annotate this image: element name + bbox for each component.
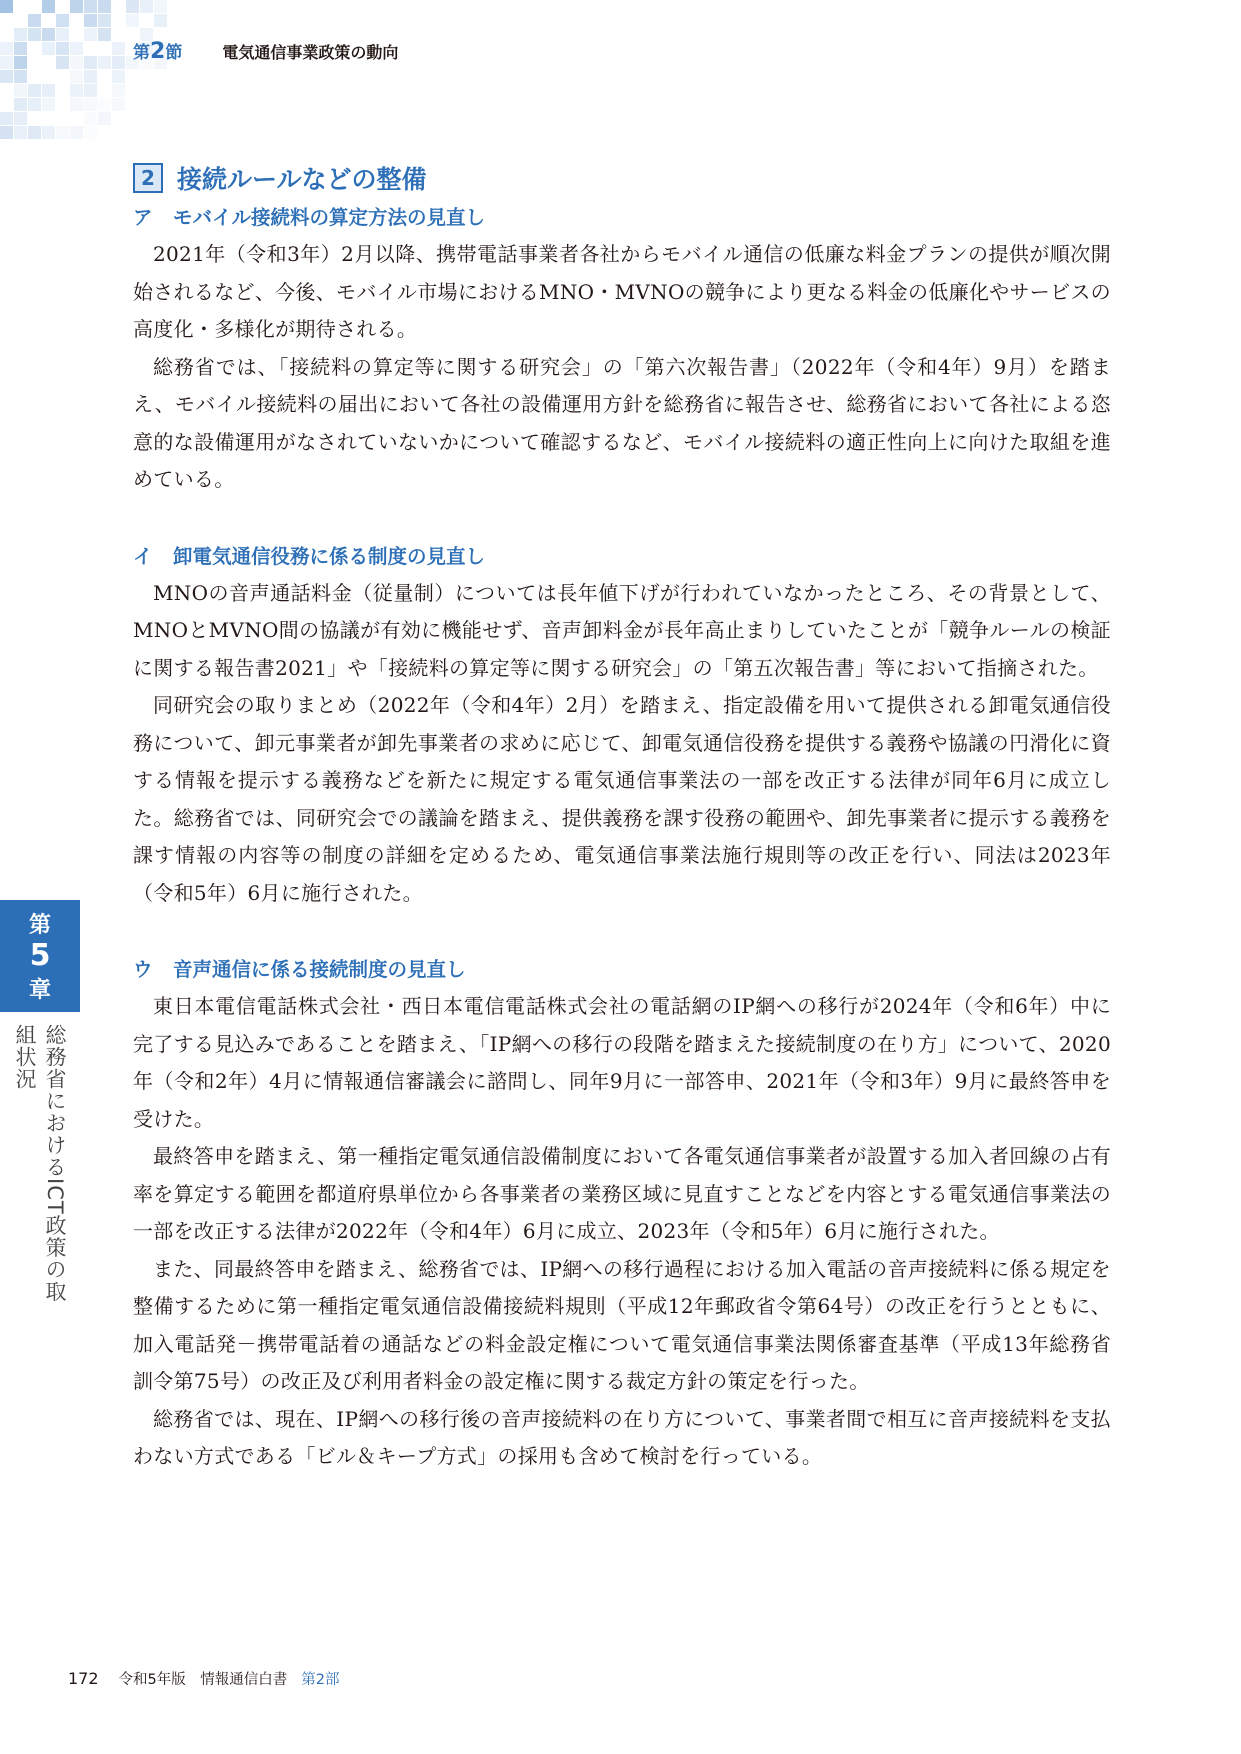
chapter-tab (0, 900, 80, 1012)
corner-decoration (0, 0, 170, 150)
decor-square (56, 28, 69, 41)
decor-square (84, 126, 97, 139)
decor-square (84, 28, 97, 41)
decor-square (0, 0, 13, 13)
decor-square (70, 84, 83, 97)
decor-square (70, 126, 83, 139)
decor-square (42, 126, 55, 139)
decor-square (70, 70, 83, 83)
decor-square (84, 84, 97, 97)
decor-square (0, 126, 13, 139)
decor-square (98, 0, 111, 13)
decor-square (98, 112, 111, 125)
paragraph: 総務省では、「接続料の算定等に関する研究会」の「第六次報告書」（2022年（令和4年）9月）を踏まえ、モバイル接続料の届出において各社の設備運用方針を総務省に報告させ、総務省において各社による恣意的な設備運用がなされていないかについて確認するなど、モバイル接続料の適正性向上に向けた取組を進めている。 (133, 354, 1111, 491)
decor-square (140, 0, 153, 13)
section-heading (133, 160, 1111, 196)
decor-square (56, 42, 69, 55)
section-label: 第2節 (133, 39, 183, 64)
decor-square (28, 28, 41, 41)
decor-square (98, 14, 111, 27)
decor-square (14, 112, 27, 125)
chapter-suffix: 章 (28, 978, 51, 1003)
paragraph: 東日本電信電話株式会社・西日本電信電話株式会社の電話網のIP網への移行が2024年（令和6年）中に完了する見込みであることを踏まえ、「IP網への移行の段階を踏まえた接続制度の在り方」について、2020年（令和2年）4月に情報通信審議会に諮問し、同年9月に一部答申、2021年（令和3年）9月に最終答申を受けた。 (133, 994, 1111, 1131)
decor-square (98, 98, 111, 111)
decor-square (84, 14, 97, 27)
decor-square (98, 56, 111, 69)
decor-square (126, 0, 139, 13)
decor-square (14, 126, 27, 139)
decor-square (42, 0, 55, 13)
decor-square (112, 84, 125, 97)
page-footer (68, 1668, 340, 1692)
subsection-heading: ア モバイル接続料の算定方法の見直し (133, 206, 486, 229)
decor-square (28, 98, 41, 111)
paragraph: MNOの音声通話料金（従量制）については長年値下げが行われていなかったところ、その背景として、MNOとMVNO間の協議が有効に機能せず、音声卸料金が長年高止まりしていたことが「競争ルールの検証に関する報告書2021」や「接続料の算定等に関する研究会」の「第五次報告書」等において指摘された。 (133, 580, 1111, 680)
subsection-a (133, 200, 1111, 499)
subsection-u (133, 952, 1111, 1476)
decor-square (154, 0, 167, 13)
section-title: 接続ルールなどの整備 (177, 165, 427, 194)
decor-square (14, 98, 27, 111)
part-label: 第2部 (301, 1672, 340, 1688)
decor-square (14, 84, 27, 97)
subsection-heading: ウ 音声通信に係る接続制度の見直し (133, 958, 466, 981)
decor-square (112, 98, 125, 111)
paragraph: 2021年（令和3年）2月以降、携帯電話事業者各社からモバイル通信の低廉な料金プランの提供が順次開始されるなど、今後、モバイル市場におけるMNO・MVNOの競争により更なる料金の低廉化やサービスの高度化・多様化が期待される。 (133, 242, 1111, 341)
running-header (133, 38, 398, 68)
subsection-i (133, 539, 1111, 913)
decor-square (70, 98, 83, 111)
paragraph: また、同最終答申を踏まえ、総務省では、IP網への移行過程における加入電話の音声接続料に係る規定を整備するために第一種指定電気通信設備接続料規則（平成12年郵政省令第64号）の改正を行うとともに、加入電話発－携帯電話着の通話などの料金設定権について電気通信事業法関係審査基準（平成13年総務省訓令第75号）の改正及び利用者料金の設定権に関する裁定方針の策定を行った。 (133, 1256, 1111, 1393)
decor-square (0, 112, 13, 125)
decor-square (112, 70, 125, 83)
main-content (133, 160, 1111, 1476)
decor-square (84, 112, 97, 125)
decor-square (70, 0, 83, 13)
decor-square (70, 56, 83, 69)
chapter-number: 5 (29, 938, 51, 973)
subsection-heading: イ 卸電気通信役務に係る制度の見直し (133, 544, 486, 568)
decor-square (0, 70, 13, 83)
chapter-prefix: 第 (28, 913, 51, 938)
decor-square (154, 14, 167, 27)
decor-square (84, 98, 97, 111)
paragraph: 総務省では、現在、IP網への移行後の音声接続料の在り方について、事業者間で相互に音声接続料を支払わない方式である「ビル＆キープ方式」の採用も含めて検討を行っている。 (133, 1406, 1111, 1468)
decor-square (0, 56, 13, 69)
paragraph: 最終答申を踏まえ、第一種指定電気通信設備制度において各電気通信事業者が設置する加入者回線の占有率を算定する範囲を都道府県単位から各事業者の業務区域に見直すことなどを内容とする電気通信事業法の一部を改正する法律が2022年（令和4年）6月に成立、2023年（令和5年）6月に施行された。 (133, 1144, 1111, 1243)
publication-title: 令和5年版 情報通信白書 (118, 1672, 288, 1688)
decor-square (28, 84, 41, 97)
decor-square (84, 70, 97, 83)
decor-square (112, 56, 125, 69)
decor-square (28, 126, 41, 139)
decor-square (14, 56, 27, 69)
decor-square (112, 42, 125, 55)
decor-square (14, 70, 27, 83)
section-number-badge: 2 (133, 163, 163, 193)
decor-square (28, 14, 41, 27)
decor-square (0, 42, 13, 55)
decor-square (56, 126, 69, 139)
decor-square (70, 42, 83, 55)
decor-square (42, 98, 55, 111)
decor-square (14, 42, 27, 55)
decor-square (84, 0, 97, 13)
decor-square (126, 14, 139, 27)
decor-square (42, 84, 55, 97)
paragraph: 同研究会の取りまとめ（2022年（令和4年）2月）を踏まえ、指定設備を用いて提供される卸電気通信役務について、卸元事業者が卸先事業者の求めに応じて、卸電気通信役務を提供する義務や協議の円滑化に資する情報を提示する義務などを新たに規定する電気通信事業法の一部を改正する法律が同年6月に成立した。総務省では、同研究会での議論を踏まえ、提供義務を課す役務の範囲や、卸先事業者に提示する義務を課す情報の内容等の制度の詳細を定めるため、電気通信事業法施行規則等の改正を行い、同法は2023年（令和5年）6月に施行された。 (133, 693, 1111, 905)
decor-square (56, 56, 69, 69)
decor-square (14, 28, 27, 41)
decor-square (56, 14, 69, 27)
page-number: 172 (68, 1669, 99, 1688)
chapter-title: 総務省におけるICT政策の取組状況 (13, 1024, 67, 1303)
header-title: 電気通信事業政策の動向 (222, 43, 399, 62)
decor-square (42, 28, 55, 41)
decor-square (98, 28, 111, 41)
decor-square (84, 56, 97, 69)
decor-square (42, 42, 55, 55)
